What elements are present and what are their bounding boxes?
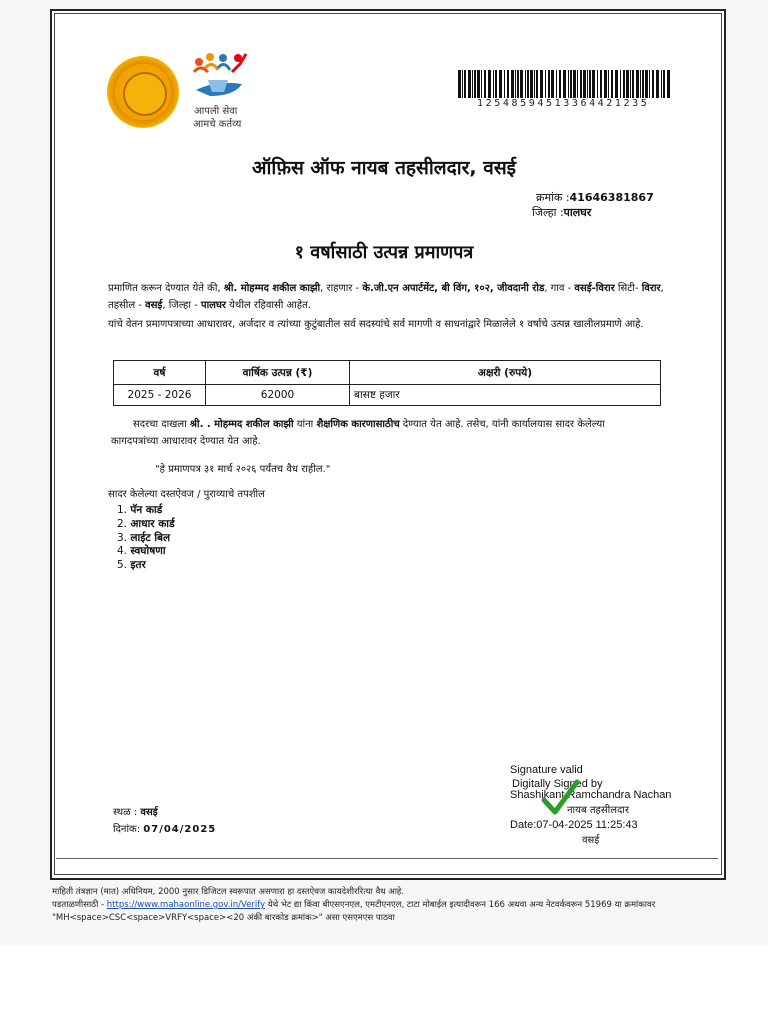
signature-signer-name: Shashikant Ramchandra Nachan <box>510 789 672 801</box>
divider <box>56 858 718 859</box>
income-intro-paragraph: यांचे वेतन प्रमाणपत्राच्या आधारावर, अर्जदार व त्यांच्या कुटुंबातील सर्व सदस्यांचे सर्व मागणी व साधनांद्वारे मिळालेले १ वर्षाचे उत्पन्न खालीलप्रमाणे आहे. <box>108 319 644 330</box>
validity-note: "हे प्रमाणपत्र ३१ मार्च २०२६ पर्यंतच वैध राहील." <box>155 464 331 475</box>
certificate-title: १ वर्षासाठी उत्पन्न प्रमाणपत्र <box>294 242 474 263</box>
cell-in-words: बासष्ट हजार <box>350 385 661 406</box>
list-item: 2. आधार कार्ड <box>117 518 175 530</box>
residency-paragraph: प्रमाणित करून देण्यात येते की, श्री. मोहम्मद शकील काझी, राहणार - के.जी.एन अपार्टमेंट, बी विंग, १०२, जीवदानी रोड, गाव - वसई-विरार सिटी- विरार, तहसील - वसई, जिल्हा - पालघर येथील रहिवासी आहेत. <box>108 283 664 311</box>
barcode <box>458 70 673 98</box>
place-label: स्थळ : <box>113 807 138 818</box>
list-item: 5. इतर <box>117 559 146 571</box>
column-header-year: वर्ष <box>114 361 206 385</box>
logo-caption-2: आमचे कर्तव्य <box>193 119 242 130</box>
column-header-in-words: अक्षरी (रुपये) <box>350 361 661 385</box>
logo-caption-1: आपली सेवा <box>194 106 238 117</box>
office-title: ऑफ़िस ऑफ नायब तहसीलदार, वसई <box>251 157 517 179</box>
footer-sms-line: "MH<space>CSC<space>VRFY<space><20 अंकी बारकोड क्रमांक>" असा एसएमएस पाठवा <box>52 913 395 923</box>
footer-verify-line: पडताळणीसाठी - https://www.mahaonline.gov.in/Verify येथे भेट द्या किंवा बीएसएनएल, एमटीएनएल, टाटा मोबाईल इत्यादीवरून 166 अथवा अन्य नेटवर्कवरून 51969 या क्रमांकावर <box>52 900 656 910</box>
column-header-income: वार्षिक उत्पन्न (₹) <box>206 361 350 385</box>
signature-place: वसई <box>582 835 600 846</box>
certificate-number-label: क्रमांक : <box>536 191 570 204</box>
signature-check-icon <box>540 778 580 818</box>
list-item: 4. स्वघोषणा <box>117 545 166 557</box>
signer-designation: नायब तहसीलदार <box>567 805 629 816</box>
date-label: दिनांक: <box>113 824 141 835</box>
cell-year: 2025 - 2026 <box>114 385 206 406</box>
list-item: 1. पॅन कार्ड <box>117 504 163 516</box>
district-value: पालघर <box>563 206 592 219</box>
purpose-paragraph: सदरचा दाखला श्री. . मोहम्मद शकील काझी यांना शैक्षणिक कारणासाठीच देण्यात येत आहे. तसेच, यांनी कार्यालयास सादर केलेल्या कागदपत्रांच्या आधारावर देण्यात येत आहे. <box>111 419 605 447</box>
income-table <box>113 360 661 406</box>
table-header-row <box>114 361 661 385</box>
certificate-number-value: 41646381867 <box>569 191 654 204</box>
government-seal-icon <box>107 56 179 128</box>
table-row <box>114 385 661 406</box>
documents-heading: सादर केलेल्या दस्तऐवज / पुराव्याचे तपशील <box>108 489 265 500</box>
list-item: 3. लाईट बिल <box>117 532 171 544</box>
verify-link[interactable]: https://www.mahaonline.gov.in/Verify <box>106 900 266 910</box>
district-label: जिल्हा : <box>532 206 564 219</box>
signature-signed-by: Digitally Signed by <box>512 778 603 790</box>
signature-date: Date:07-04-2025 11:25:43 <box>510 819 638 831</box>
place-line <box>113 804 158 818</box>
place-value: वसई <box>140 807 158 818</box>
footer-legal-note: माहिती तंत्रज्ञान (मात) अधिनियम, 2000 नुसार डिजिटल स्वरूपात असणारा हा दस्तऐवज कायदेशीररित्या वैध आहे. <box>52 887 405 897</box>
date-line <box>113 821 216 835</box>
certificate-number <box>536 190 654 205</box>
cell-income: 62000 <box>206 385 350 406</box>
barcode-number: 12548594513364421235 <box>477 98 650 109</box>
signature-valid-text: Signature valid <box>510 764 583 776</box>
district-line <box>532 205 591 220</box>
date-value: 07/04/2025 <box>143 824 217 835</box>
